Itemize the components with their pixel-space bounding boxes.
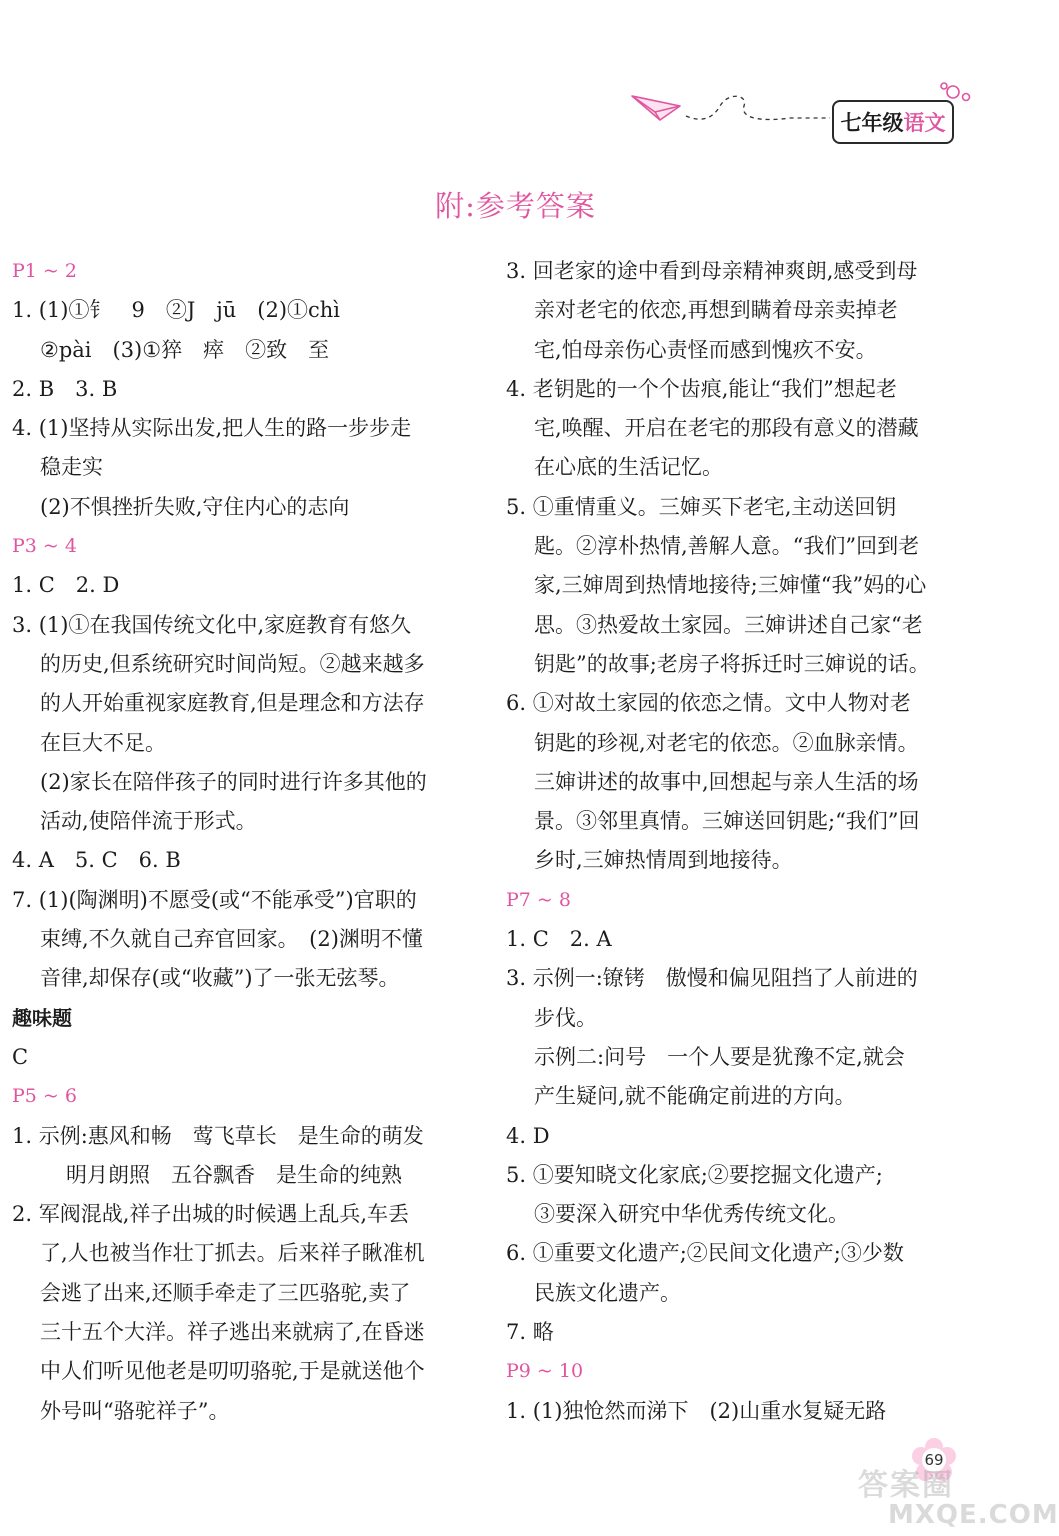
section-heading: 趣味题 (12, 1005, 72, 1030)
answer-line: 1. (1)①钅 9 ②J jū (2)①chì (12, 298, 341, 323)
flight-path (686, 96, 830, 119)
answer-line: 的历史,但系统研究时间尚短。②越来越多 (40, 651, 425, 676)
page-range-heading: P5 ~ 6 (12, 1085, 77, 1108)
watermark-top: 答案圈 (858, 1468, 954, 1503)
answer-line: (2)家长在陪伴孩子的同时进行许多其他的 (40, 769, 427, 794)
answer-line: 3. (1)①在我国传统文化中,家庭教育有悠久 (12, 612, 412, 637)
answer-line: 6. ①重要文化遗产;②民间文化遗产;③少数 (506, 1241, 904, 1266)
answer-line: 三十五个大洋。祥子逃出来就病了,在昏迷 (40, 1320, 425, 1345)
page-range-heading: P7 ~ 8 (506, 888, 571, 911)
answer-line: ②pài (3)①猝 瘁 ②致 至 (40, 337, 330, 362)
page-range-heading: P1 ~ 2 (12, 260, 77, 282)
answer-line: 思。③热爱故土家园。三婶讲述自己家“老 (534, 612, 923, 637)
answer-line: 了,人也被当作壮丁抓去。后来祥子瞅准机 (40, 1241, 425, 1266)
answer-line: 音律,却保存(或“收藏”)了一张无弦琴。 (40, 966, 400, 991)
answer-line: 稳走实 (40, 455, 103, 480)
answer-line: 钥匙的珍视,对老宅的依恋。②血脉亲情。 (534, 730, 919, 755)
answer-line: 中人们听见他老是叨叨骆驼,于是就送他个 (40, 1359, 425, 1384)
watermark-bottom: MXQE.COM (888, 1500, 1059, 1530)
answer-line: 2. 军阀混战,祥子出城的时候遇上乱兵,车丢 (12, 1202, 410, 1227)
answer-line: 3. 回老家的途中看到母亲精神爽朗,感受到母 (506, 259, 918, 283)
answer-line: 的人开始重视家庭教育,但是理念和方法存 (40, 691, 425, 716)
answer-line: 束缚,不久就自己弃官回家。 (2)渊明不懂 (40, 927, 423, 952)
answer-line: 匙。②淳朴热情,善解人意。“我们”回到老 (534, 534, 920, 559)
answer-line: 明月朗照 五谷飘香 是生命的纯熟 (66, 1162, 402, 1187)
answer-line: 景。③邻里真情。三婶送回钥匙;“我们”回 (534, 809, 920, 834)
answer-column-right (506, 252, 966, 1431)
answer-line: C (12, 1044, 29, 1069)
answer-line: 宅,怕母亲伤心责怪而感到愧疚不安。 (534, 337, 877, 362)
answer-line: 民族文化遗产。 (534, 1280, 681, 1305)
grade-subject-badge (832, 100, 954, 144)
answer-line: 7. (1)(陶渊明)不愿受(或“不能承受”)官职的 (12, 887, 417, 912)
subject-label: 语文 (903, 111, 946, 135)
grade-label: 七年级 (840, 111, 904, 135)
answer-line: 3. 示例一:镣铐 傲慢和偏见阻挡了人前进的 (506, 966, 918, 991)
answer-line: 1. (1)独怆然而涕下 (2)山重水复疑无路 (506, 1398, 887, 1423)
answer-line: 1. 示例:惠风和畅 莺飞草长 是生命的萌发 (12, 1123, 424, 1148)
answer-line: (2)不惧挫折失败,守住内心的志向 (40, 494, 350, 519)
watermark (858, 1460, 1059, 1532)
answer-line: 4. 老钥匙的一个个齿痕,能让“我们”想起老 (506, 376, 897, 401)
answer-line: 步伐。 (534, 1005, 597, 1030)
answer-line: 4. D (506, 1123, 550, 1148)
answer-line: 活动,使陪伴流于形式。 (40, 809, 257, 834)
answer-line: 2. B 3. B (12, 376, 118, 401)
answer-line: ③要深入研究中华优秀传统文化。 (534, 1202, 849, 1227)
answer-line: 外号叫“骆驼祥子”。 (40, 1398, 230, 1423)
paper-plane-icon (632, 96, 680, 120)
page-range-heading: P9 ~ 10 (506, 1360, 584, 1383)
page-title: 附:参考答案 (435, 189, 596, 223)
page-number: 69 (924, 1451, 944, 1469)
answer-line: 家,三婶周到热情地接待;三婶懂“我”妈的心 (534, 573, 927, 598)
answer-line: 会逃了出来,还顺手牵走了三匹骆驼,卖了 (40, 1280, 411, 1305)
answer-line: 6. ①对故土家园的依恋之情。文中人物对老 (506, 691, 911, 716)
answer-line: 三婶讲述的故事中,回想起与亲人生活的场 (534, 769, 919, 794)
answer-line: 1. C 2. D (12, 573, 120, 598)
answer-line: 产生疑问,就不能确定前进的方向。 (534, 1084, 856, 1109)
answer-line: 在心底的生活记忆。 (534, 455, 723, 480)
answer-line: 宅,唤醒、开启在老宅的那段有意义的潜藏 (534, 416, 919, 441)
answer-line: 5. ①重情重义。三婶买下老宅,主动送回钥 (506, 494, 897, 519)
answer-line: 5. ①要知晓文化家底;②要挖掘文化遗产; (506, 1162, 883, 1187)
answer-line: 4. (1)坚持从实际出发,把人生的路一步步走 (12, 416, 412, 441)
bubble-circles-icon (941, 83, 970, 101)
answer-column-left (12, 252, 482, 1431)
answer-line: 乡时,三婶热情周到地接待。 (534, 848, 793, 873)
page-range-heading: P3 ~ 4 (12, 535, 77, 558)
answer-line: 亲对老宅的依恋,再想到瞒着母亲卖掉老 (534, 298, 898, 323)
answer-line: 7. 略 (506, 1320, 554, 1345)
answer-line: 示例二:问号 一个人要是犹豫不定,就会 (534, 1044, 905, 1069)
answer-line: 1. C 2. A (506, 927, 612, 952)
answer-line: 钥匙”的故事;老房子将拆迁时三婶说的话。 (534, 651, 930, 676)
header-decoration (0, 0, 1031, 170)
answer-line: 在巨大不足。 (40, 730, 166, 755)
answer-line: 4. A 5. C 6. B (12, 848, 181, 873)
